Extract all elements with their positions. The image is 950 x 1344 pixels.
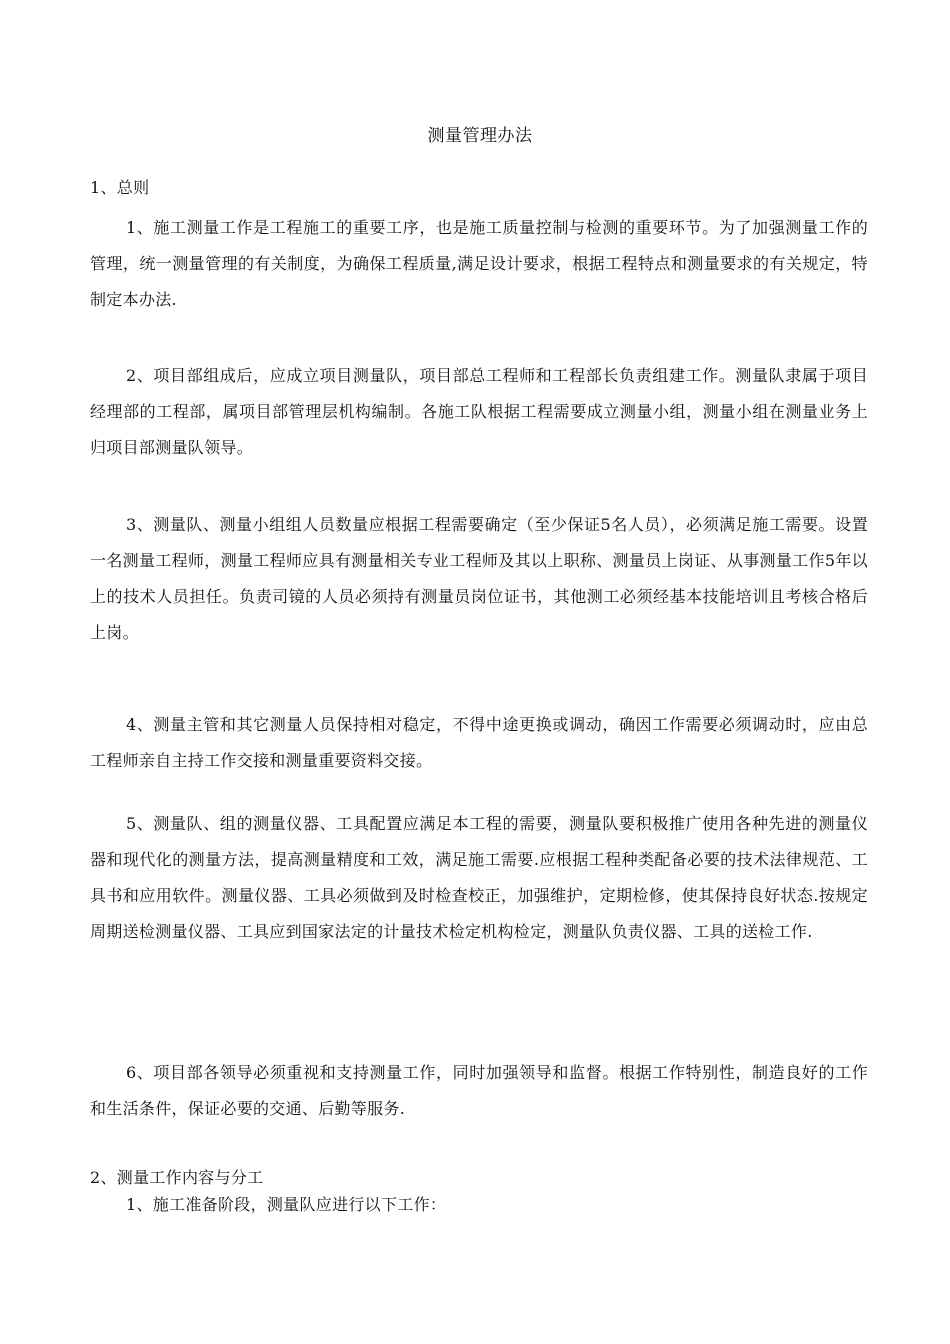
paragraph-5: 5、测量队、组的测量仪器、工具配置应满足本工程的需要，测量队要积极推广使用各种先进的测量仪器和现代化的测量方法，提高测量精度和工效，满足施工需要.应根据工程种类配备必要的技术法律规范、工具书和应用软件。测量仪器、工具必须做到及时检查校正，加强维护，定期检修，使其保持良好状态.按规定周期送检测量仪器、工具应到国家法定的计量技术检定机构检定，测量队负责仪器、工具的送检工作. xyxy=(90,814,868,941)
section-heading-work-content: 2、测量工作内容与分工 xyxy=(90,1168,264,1187)
section-heading-general: 1、总则 xyxy=(90,178,150,197)
paragraph-2: 2、项目部组成后，应成立项目测量队，项目部总工程师和工程部长负责组建工作。测量队隶属于项目经理部的工程部，属项目部管理层机构编制。各施工队根据工程需要成立测量小组，测量小组在测量业务上归项目部测量队领导。 xyxy=(90,366,868,457)
paragraph-6: 6、项目部各领导必须重视和支持测量工作，同时加强领导和监督。根据工作特别性，制造良好的工作和生活条件，保证必要的交通、后勤等服务. xyxy=(90,1063,868,1118)
paragraph-3: 3、测量队、测量小组组人员数量应根据工程需要确定（至少保证5名人员），必须满足施工需要。设置一名测量工程师，测量工程师应具有测量相关专业工程师及其以上职称、测量员上岗证、从事测量工作5年以上的技术人员担任。负责司镜的人员必须持有测量员岗位证书，其他测工必须经基本技能培训且考核合格后上岗。 xyxy=(90,515,868,642)
document-title: 测量管理办法 xyxy=(427,126,533,146)
sub-item-1: 1、施工准备阶段，测量队应进行以下工作： xyxy=(126,1195,447,1214)
paragraph-1: 1、施工测量工作是工程施工的重要工序，也是施工质量控制与检测的重要环节。为了加强测量工作的管理，统一测量管理的有关制度，为确保工程质量,满足设计要求，根据工程特点和测量要求的有关规定，特制定本办法. xyxy=(90,218,868,309)
paragraph-4: 4、测量主管和其它测量人员保持相对稳定，不得中途更换或调动，确因工作需要必须调动时，应由总工程师亲自主持工作交接和测量重要资料交接。 xyxy=(90,715,868,770)
